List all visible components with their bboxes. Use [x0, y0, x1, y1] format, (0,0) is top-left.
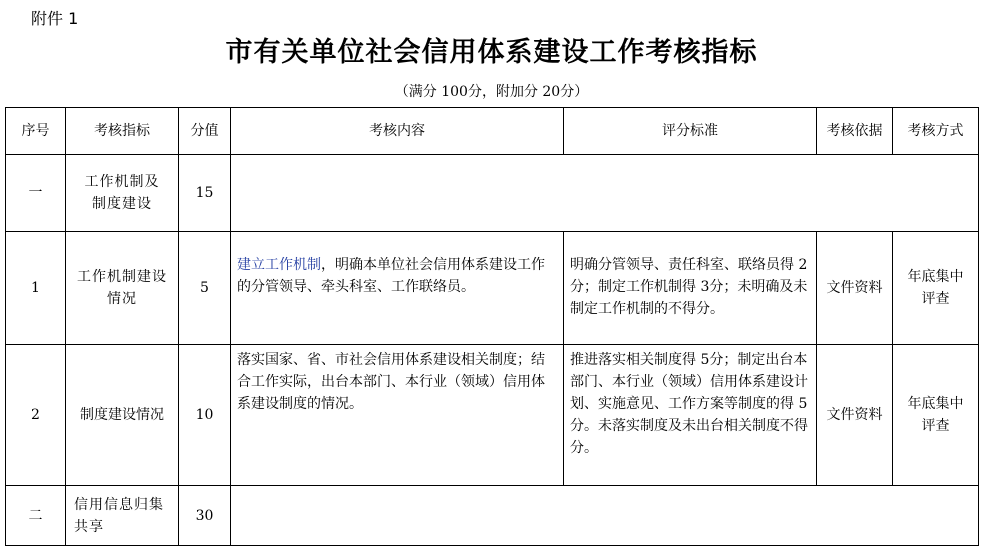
row-method: 年底集中评查	[893, 345, 979, 486]
header-score: 分值	[179, 108, 231, 155]
content-lead: 建立工作机制	[237, 257, 321, 273]
row-indicator: 制度建设情况	[66, 345, 179, 486]
row-basis: 文件资料	[817, 345, 893, 486]
row-indicator: 信用信息归集共享	[66, 486, 179, 546]
row-content-empty	[231, 486, 979, 546]
row-basis: 文件资料	[817, 232, 893, 345]
content-rest: ，明确本单位社会信用体系建设工作的分管领导、牵头科室、工作联络员。	[237, 257, 545, 295]
table-row	[6, 486, 979, 546]
header-basis: 考核依据	[817, 108, 893, 155]
header-method: 考核方式	[893, 108, 979, 155]
table-row	[6, 155, 979, 232]
document-title: 市有关单位社会信用体系建设工作考核指标	[225, 37, 758, 68]
assessment-table	[5, 107, 979, 546]
row-indicator: 工作机制及制度建设	[66, 155, 179, 232]
row-content	[231, 232, 564, 345]
row-content: 落实国家、省、市社会信用体系建设相关制度；结合工作实际，出台本部门、本行业（领域）信用体系建设制度的情况。	[231, 345, 564, 486]
table-header-row	[6, 108, 979, 155]
document-subtitle: （满分 100分，附加分 20分）	[394, 84, 589, 100]
row-indicator: 工作机制建设情况	[66, 232, 179, 345]
row-score: 10	[179, 345, 231, 486]
attachment-label: 附件 1	[31, 9, 79, 28]
table-row	[6, 232, 979, 345]
row-no: 1	[6, 232, 66, 345]
row-content-empty	[231, 155, 979, 232]
row-no: 2	[6, 345, 66, 486]
header-content: 考核内容	[231, 108, 564, 155]
row-standard: 明确分管领导、责任科室、联络员得 2分；制定工作机制得 3分；未明确及未制定工作机制的不得分。	[564, 232, 817, 345]
row-no: 二	[6, 486, 66, 546]
row-score: 5	[179, 232, 231, 345]
header-indicator: 考核指标	[66, 108, 179, 155]
row-method: 年底集中评查	[893, 232, 979, 345]
header-no: 序号	[6, 108, 66, 155]
row-no: 一	[6, 155, 66, 232]
table-row	[6, 345, 979, 486]
row-score: 30	[179, 486, 231, 546]
row-standard: 推进落实相关制度得 5分；制定出台本部门、本行业（领域）信用体系建设计划、实施意见、工作方案等制度的得 5分。未落实制度及未出台相关制度不得分。	[564, 345, 817, 486]
row-score: 15	[179, 155, 231, 232]
header-standard: 评分标准	[564, 108, 817, 155]
